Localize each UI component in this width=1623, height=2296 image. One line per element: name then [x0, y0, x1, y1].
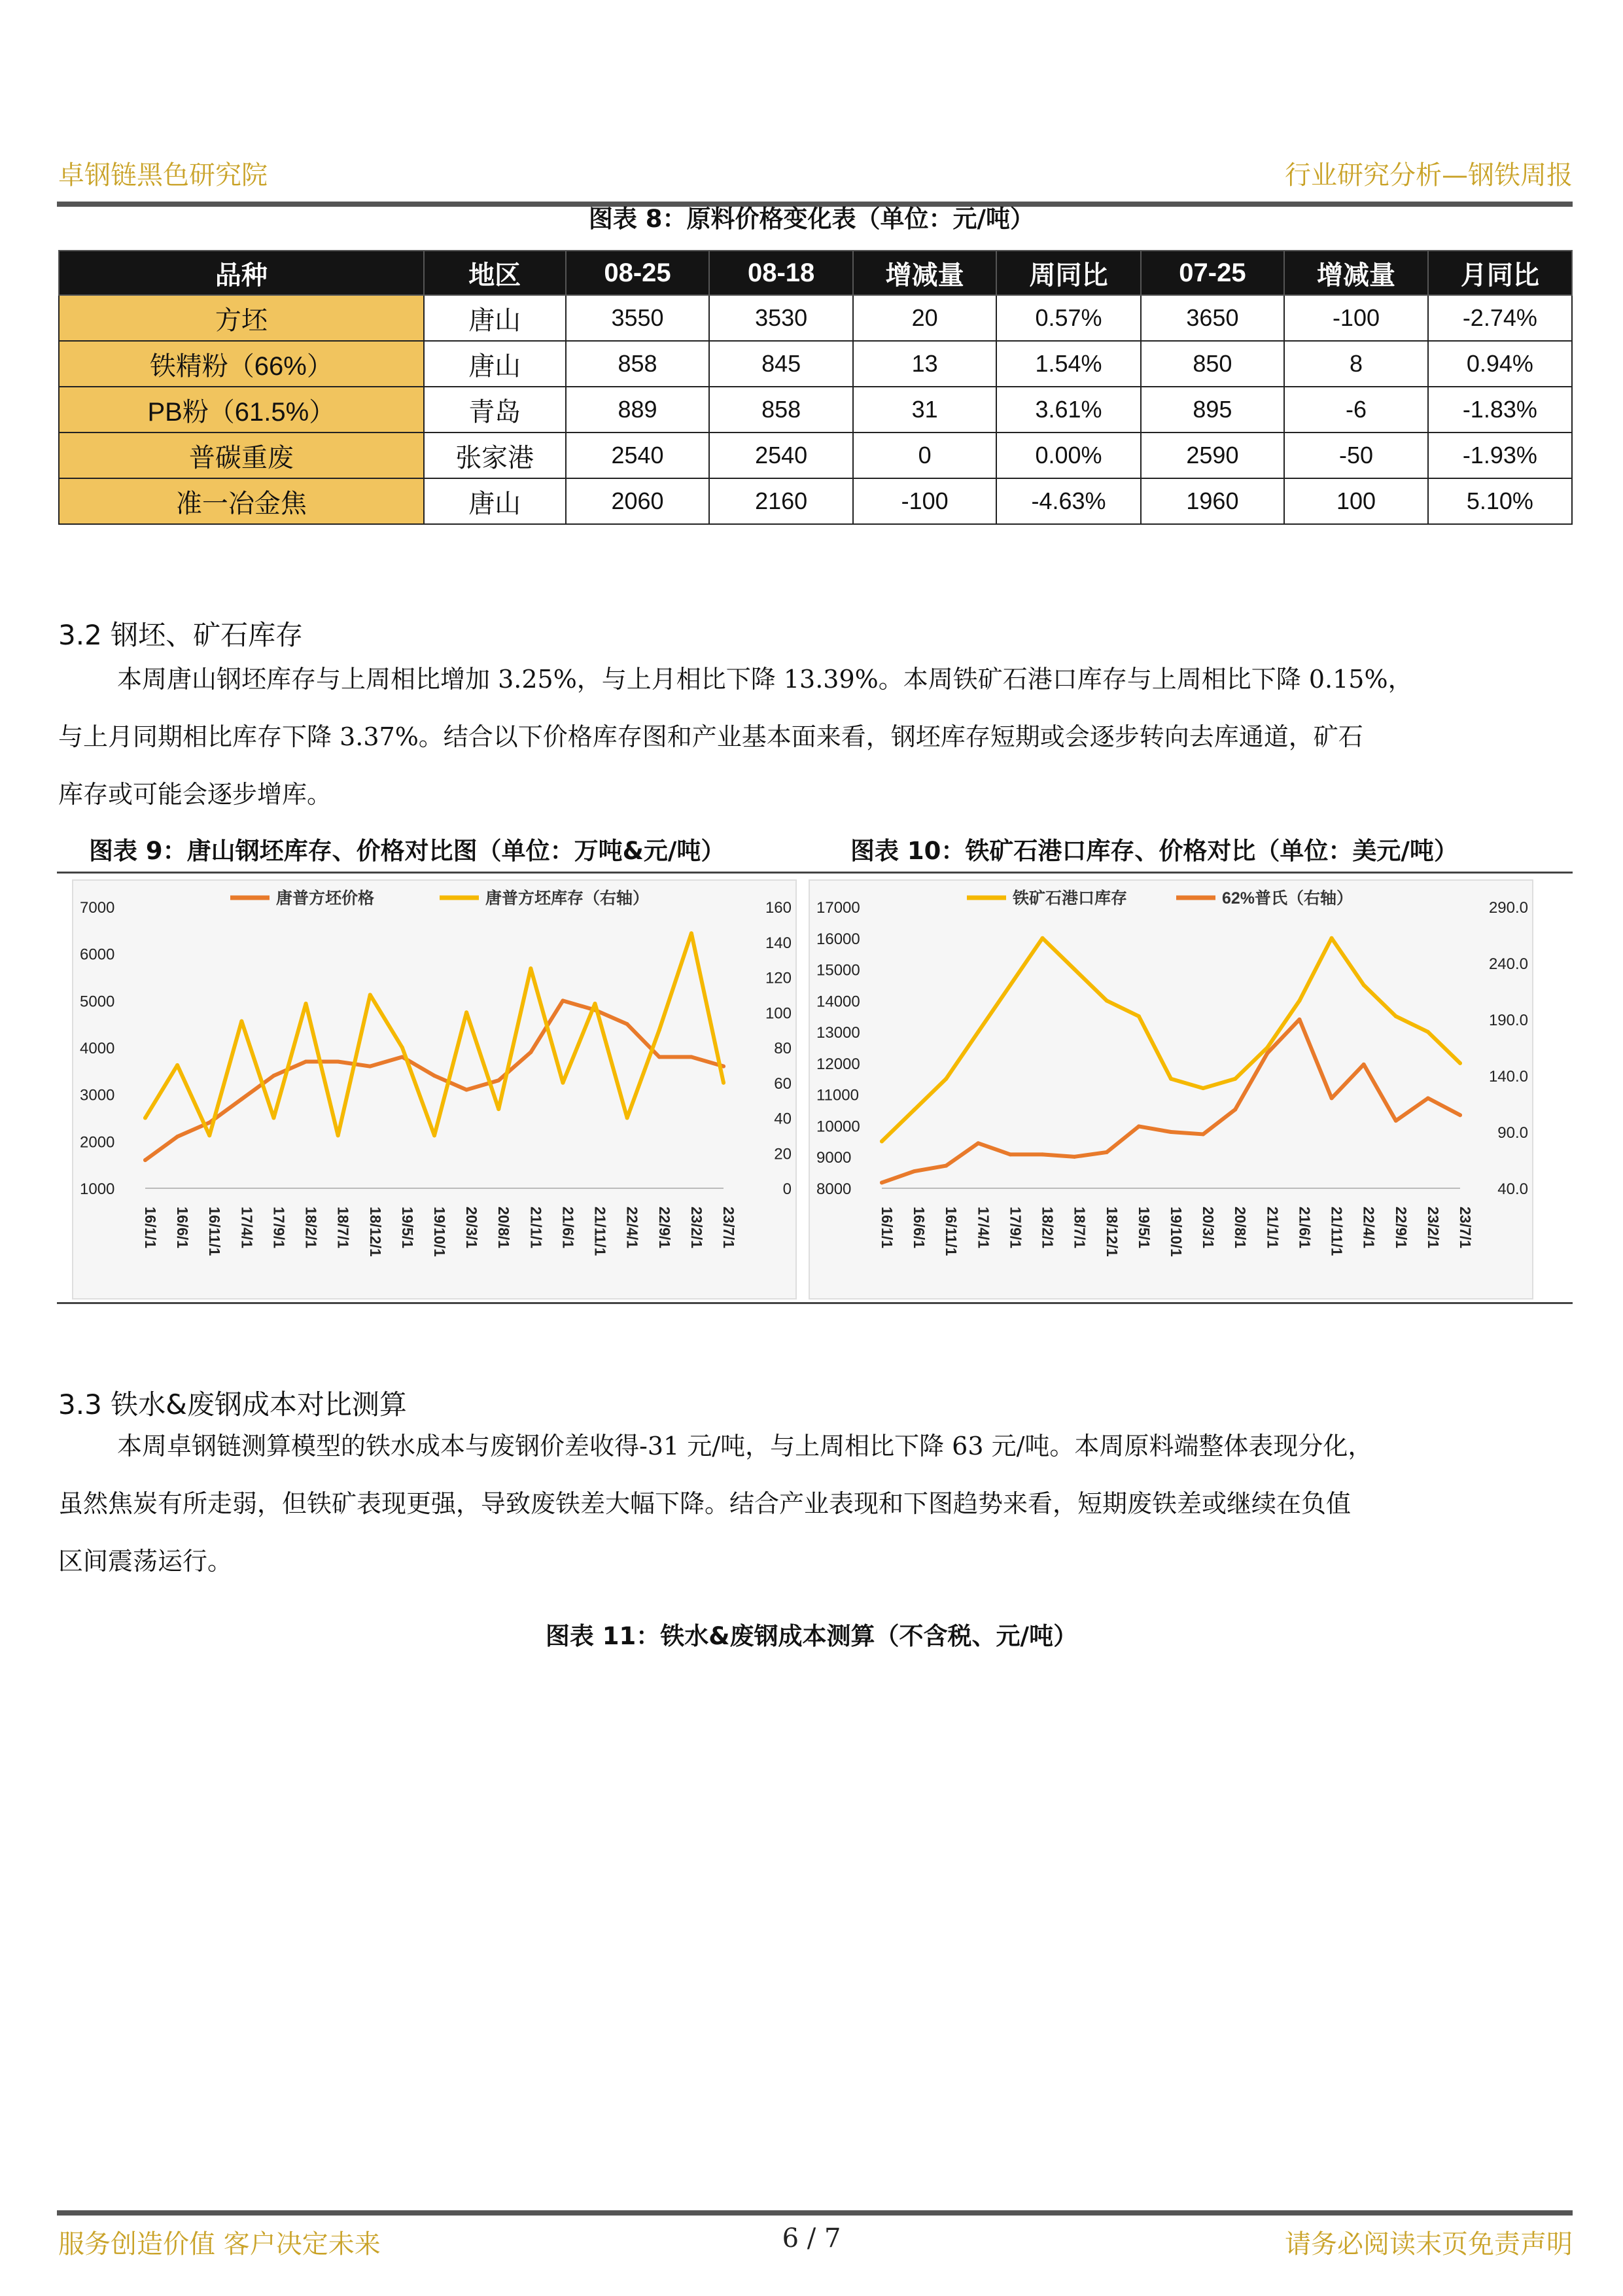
table-cell: 845	[709, 341, 853, 387]
table-header-cell: 品种	[59, 251, 424, 295]
data-point	[207, 1133, 211, 1137]
chart9-svg	[73, 881, 795, 1298]
y-tick-label-right: 60	[774, 1074, 792, 1093]
y-tick-label-right: 40	[774, 1110, 792, 1128]
x-tick-label: 20/3/1	[463, 1207, 481, 1248]
y-tick-label-right: 190.0	[1488, 1012, 1528, 1029]
x-tick-label: 18/2/1	[1039, 1207, 1056, 1248]
y-tick-label-right: 140.0	[1488, 1068, 1528, 1086]
data-point	[1137, 1124, 1141, 1128]
table-cell: 青岛	[424, 387, 566, 433]
y-tick-label-right: 120	[765, 969, 792, 987]
data-point	[1105, 998, 1109, 1002]
data-point	[1394, 1119, 1398, 1123]
legend-label: 唐普方坯库存（右轴）	[485, 889, 650, 908]
series-line	[882, 938, 1460, 1142]
data-point	[1426, 1030, 1430, 1034]
data-point	[1073, 968, 1077, 972]
table-cell: 准一冶金焦	[59, 478, 424, 524]
data-point	[657, 1055, 661, 1059]
data-point	[432, 1133, 436, 1137]
x-tick-label: 17/4/1	[975, 1207, 992, 1248]
data-point	[1169, 1077, 1173, 1081]
data-point	[1458, 1061, 1462, 1065]
data-point	[1233, 1077, 1237, 1081]
data-point	[271, 1116, 275, 1120]
x-tick-label: 21/11/1	[1328, 1207, 1346, 1256]
x-tick-label: 21/1/1	[527, 1207, 545, 1248]
table-cell: 方坯	[59, 295, 424, 341]
table-cell: 2590	[1141, 433, 1285, 478]
data-point	[561, 1081, 565, 1085]
table-cell: -100	[853, 478, 996, 524]
table-header-cell: 月同比	[1428, 251, 1572, 295]
paragraph-line: 区间震荡运行。	[58, 1547, 233, 1576]
data-point	[1297, 1017, 1301, 1021]
chart10-svg	[810, 881, 1532, 1298]
data-point	[1330, 936, 1334, 940]
data-point	[1458, 1113, 1462, 1117]
data-point	[625, 1116, 629, 1120]
chart10-caption: 图表 10：铁矿石港口库存、价格对比（单位：美元/吨）	[850, 837, 1458, 865]
data-point	[912, 1108, 916, 1112]
table-cell: 2540	[709, 433, 853, 478]
paragraph-line: 库存或可能会逐步增库。	[58, 780, 332, 809]
x-tick-label: 18/2/1	[302, 1207, 320, 1248]
table-cell: -2.74%	[1428, 295, 1572, 341]
table-cell: 8	[1284, 341, 1427, 387]
y-tick-label-right: 90.0	[1497, 1124, 1528, 1142]
data-point	[722, 1081, 725, 1085]
paragraph-line: 本周唐山钢坯库存与上周相比增加 3.25%，与上月相比下降 13.39%。本周铁矿石港口库存与上周相比下降 0.15%，	[117, 665, 1413, 694]
x-tick-label: 20/3/1	[1200, 1207, 1217, 1248]
y-tick-label-left: 3000	[80, 1086, 115, 1104]
legend-label: 唐普方坯价格	[276, 889, 375, 908]
y-tick-label-left: 14000	[816, 993, 860, 1011]
y-tick-label-left: 11000	[816, 1086, 859, 1104]
data-point	[497, 1107, 500, 1111]
x-tick-label: 23/7/1	[1457, 1207, 1474, 1248]
data-point	[1041, 936, 1045, 940]
table-cell: PB粉（61.5%）	[59, 387, 424, 433]
y-tick-label-left: 16000	[816, 930, 860, 948]
x-tick-label: 21/6/1	[559, 1207, 577, 1248]
x-tick-label: 20/8/1	[1232, 1207, 1249, 1248]
x-tick-label: 18/7/1	[334, 1207, 352, 1248]
x-tick-label: 18/12/1	[366, 1207, 384, 1257]
y-tick-label-left: 1000	[80, 1180, 115, 1198]
data-point	[1073, 1155, 1077, 1159]
x-tick-label: 18/12/1	[1103, 1207, 1121, 1257]
y-tick-label-right: 40.0	[1497, 1180, 1528, 1198]
table-cell: -50	[1284, 433, 1427, 478]
data-point	[143, 1158, 147, 1162]
legend-label: 铁矿石港口库存	[1013, 889, 1128, 908]
table-cell: 0	[853, 433, 996, 478]
y-tick-label-left: 10000	[816, 1118, 860, 1136]
data-point	[529, 966, 532, 970]
data-point	[1008, 983, 1012, 987]
x-tick-label: 21/1/1	[1264, 1207, 1282, 1248]
x-tick-label: 21/6/1	[1296, 1207, 1314, 1248]
x-tick-label: 19/10/1	[1168, 1207, 1185, 1257]
x-tick-label: 16/11/1	[943, 1207, 960, 1256]
x-tick-label: 22/4/1	[1360, 1207, 1378, 1248]
footer-slogan: 服务创造价值 客户决定未来	[58, 2229, 381, 2259]
table-cell: 0.57%	[996, 295, 1140, 341]
data-point	[625, 1022, 629, 1026]
data-point	[400, 1046, 404, 1050]
table-cell: 13	[853, 341, 996, 387]
data-point	[976, 1141, 980, 1145]
data-point	[1233, 1108, 1237, 1112]
chart9-caption: 图表 9：唐山钢坯库存、价格对比图（单位：万吨&元/吨）	[89, 837, 725, 865]
y-tick-label-right: 100	[765, 1004, 792, 1023]
y-tick-label-left: 9000	[816, 1149, 852, 1167]
table-cell: 3550	[566, 295, 710, 341]
table-cell: 858	[566, 341, 710, 387]
data-point	[239, 1097, 243, 1101]
table-header-cell: 08-18	[709, 251, 853, 295]
x-tick-label: 19/5/1	[1135, 1207, 1153, 1248]
section-3-2-title: 3.2 钢坯、矿石库存	[58, 619, 304, 651]
x-tick-label: 16/1/1	[879, 1207, 896, 1248]
price-change-table	[58, 250, 1573, 525]
table-row	[59, 387, 1572, 433]
table-row	[59, 341, 1572, 387]
x-tick-label: 16/6/1	[911, 1207, 928, 1248]
data-point	[1105, 1150, 1109, 1154]
data-point	[912, 1169, 916, 1173]
x-tick-label: 16/11/1	[206, 1207, 224, 1256]
x-tick-label: 23/7/1	[720, 1207, 737, 1248]
table-cell: 100	[1284, 478, 1427, 524]
x-tick-label: 23/2/1	[688, 1207, 705, 1248]
table-cell: 850	[1141, 341, 1285, 387]
table-cell: 3.61%	[996, 387, 1140, 433]
table-cell: 1.54%	[996, 341, 1140, 387]
y-tick-label-right: 290.0	[1488, 899, 1528, 917]
data-point	[175, 1063, 179, 1067]
data-point	[529, 1050, 532, 1054]
chart10-panel	[809, 879, 1533, 1299]
chart-bottom-rule	[57, 1302, 1573, 1304]
data-point	[1201, 1086, 1205, 1090]
chart11-caption: 图表 11：铁水&废钢成本测算（不含税、元/吨）	[545, 1622, 1078, 1650]
table-cell: 唐山	[424, 295, 566, 341]
table-cell: 889	[566, 387, 710, 433]
footer-disclaimer: 请务必阅读末页免责声明	[1285, 2229, 1573, 2259]
data-point	[464, 1088, 468, 1092]
y-tick-label-left: 8000	[816, 1180, 852, 1198]
paragraph-line: 与上月同期相比库存下降 3.37%。结合以下价格库存图和产业基本面来看，钢坯库存短期或会逐步转向去库通道，矿石	[58, 722, 1363, 751]
header-org-name: 卓钢链黑色研究院	[58, 160, 268, 190]
y-tick-label-right: 160	[765, 899, 792, 917]
table-cell: -100	[1284, 295, 1427, 341]
data-point	[1362, 1063, 1366, 1067]
paragraph-line: 本周卓钢链测算模型的铁水成本与废钢价差收得-31 元/吨，与上周相比下降 63 元/吨。本周原料端整体表现分化，	[117, 1432, 1373, 1460]
data-point	[239, 1019, 243, 1023]
table-cell: 2540	[566, 433, 710, 478]
data-point	[1394, 1014, 1398, 1018]
table-cell: 唐山	[424, 341, 566, 387]
x-tick-label: 20/8/1	[495, 1207, 513, 1248]
table-cell: 普碳重废	[59, 433, 424, 478]
table-row	[59, 433, 1572, 478]
table-header-cell: 周同比	[996, 251, 1140, 295]
table-header-row	[59, 251, 1572, 295]
table-cell: 3650	[1141, 295, 1285, 341]
table-header-cell: 地区	[424, 251, 566, 295]
data-point	[689, 1055, 693, 1059]
data-point	[944, 1164, 948, 1168]
table-cell: 2160	[709, 478, 853, 524]
x-tick-label: 17/9/1	[270, 1207, 288, 1248]
data-point	[880, 1139, 884, 1143]
data-point	[1362, 983, 1366, 987]
data-point	[1008, 1152, 1012, 1156]
y-tick-label-left: 17000	[816, 899, 860, 917]
section-3-2-body	[58, 650, 1573, 823]
x-tick-label: 17/4/1	[238, 1207, 256, 1248]
data-point	[336, 1060, 340, 1064]
legend-label: 62%普氏（右轴）	[1222, 889, 1353, 908]
data-point	[1201, 1132, 1205, 1136]
data-point	[1265, 1051, 1269, 1055]
data-point	[271, 1074, 275, 1078]
footer-rule	[57, 2210, 1573, 2216]
y-tick-label-right: 80	[774, 1040, 792, 1057]
table-cell: 5.10%	[1428, 478, 1572, 524]
paragraph-line: 虽然焦炭有所走弱，但铁矿表现更强，导致废铁差大幅下降。结合产业表现和下图趋势来看，短期废铁差或继续在负值	[58, 1489, 1352, 1518]
x-tick-label: 23/2/1	[1424, 1207, 1442, 1248]
x-tick-label: 19/5/1	[398, 1207, 416, 1248]
table-cell: 895	[1141, 387, 1285, 433]
table-cell: 1960	[1141, 478, 1285, 524]
table-cell: -4.63%	[996, 478, 1140, 524]
x-tick-label: 22/4/1	[623, 1207, 641, 1248]
data-point	[175, 1135, 179, 1139]
y-tick-label-left: 7000	[80, 899, 115, 917]
y-tick-label-left: 4000	[80, 1040, 115, 1057]
table-cell: 铁精粉（66%）	[59, 341, 424, 387]
section-3-3-title: 3.3 铁水&废钢成本对比测算	[58, 1388, 407, 1421]
y-tick-label-left: 13000	[816, 1024, 860, 1042]
data-point	[689, 931, 693, 935]
data-point	[880, 1180, 884, 1184]
y-tick-label-left: 2000	[80, 1133, 115, 1152]
table-cell: 20	[853, 295, 996, 341]
data-point	[657, 1028, 661, 1032]
table-cell: 0.94%	[1428, 341, 1572, 387]
data-point	[976, 1030, 980, 1034]
chart-top-rule	[57, 872, 1573, 874]
table-row	[59, 478, 1572, 524]
x-tick-label: 21/11/1	[591, 1207, 609, 1256]
table-header-cell: 增减量	[853, 251, 996, 295]
table-cell: 31	[853, 387, 996, 433]
data-point	[304, 1060, 308, 1064]
data-point	[1169, 1130, 1173, 1134]
y-tick-label-right: 140	[765, 934, 792, 952]
x-tick-label: 18/7/1	[1071, 1207, 1089, 1248]
x-tick-label: 22/9/1	[655, 1207, 673, 1248]
x-tick-label: 16/6/1	[174, 1207, 192, 1248]
y-tick-label-left: 15000	[816, 961, 860, 980]
data-point	[432, 1074, 436, 1078]
data-point	[1137, 1014, 1141, 1018]
x-tick-label: 17/9/1	[1007, 1207, 1024, 1248]
y-tick-label-left: 5000	[80, 993, 115, 1011]
table-cell: -1.93%	[1428, 433, 1572, 478]
table-cell: 0.00%	[996, 433, 1140, 478]
y-tick-label-right: 240.0	[1488, 955, 1528, 973]
data-point	[561, 998, 565, 1002]
data-point	[1426, 1096, 1430, 1100]
table-row	[59, 295, 1572, 341]
table-header-cell: 增减量	[1284, 251, 1427, 295]
section-3-3-body	[58, 1417, 1573, 1590]
table-cell: 2060	[566, 478, 710, 524]
table-header-cell: 08-25	[566, 251, 710, 295]
table-cell: -1.83%	[1428, 387, 1572, 433]
data-point	[304, 1002, 308, 1006]
data-point	[593, 1002, 597, 1006]
chart9-panel	[72, 879, 797, 1299]
table-cell: 858	[709, 387, 853, 433]
data-point	[1297, 998, 1301, 1002]
data-point	[368, 993, 372, 997]
y-tick-label-left: 6000	[80, 945, 115, 964]
y-tick-label-right: 20	[774, 1145, 792, 1163]
table-cell: 唐山	[424, 478, 566, 524]
header-report-title: 行业研究分析—钢铁周报	[1285, 160, 1573, 190]
table-header-cell: 07-25	[1141, 251, 1285, 295]
table8-caption: 图表 8：原料价格变化表（单位：元/吨）	[588, 205, 1035, 233]
y-tick-label-right: 0	[782, 1180, 792, 1198]
y-tick-label-left: 12000	[816, 1055, 860, 1073]
data-point	[143, 1116, 147, 1120]
table-cell: -6	[1284, 387, 1427, 433]
table-cell: 张家港	[424, 433, 566, 478]
x-tick-label: 16/1/1	[142, 1207, 159, 1248]
data-point	[1330, 1096, 1334, 1100]
data-point	[1041, 1152, 1045, 1156]
page-number: 6 / 7	[782, 2223, 841, 2253]
x-tick-label: 19/10/1	[431, 1207, 448, 1257]
data-point	[368, 1065, 372, 1069]
x-tick-label: 22/9/1	[1392, 1207, 1410, 1248]
data-point	[497, 1078, 500, 1082]
data-point	[464, 1010, 468, 1014]
data-point	[336, 1133, 340, 1137]
table-cell: 3530	[709, 295, 853, 341]
data-point	[944, 1077, 948, 1081]
